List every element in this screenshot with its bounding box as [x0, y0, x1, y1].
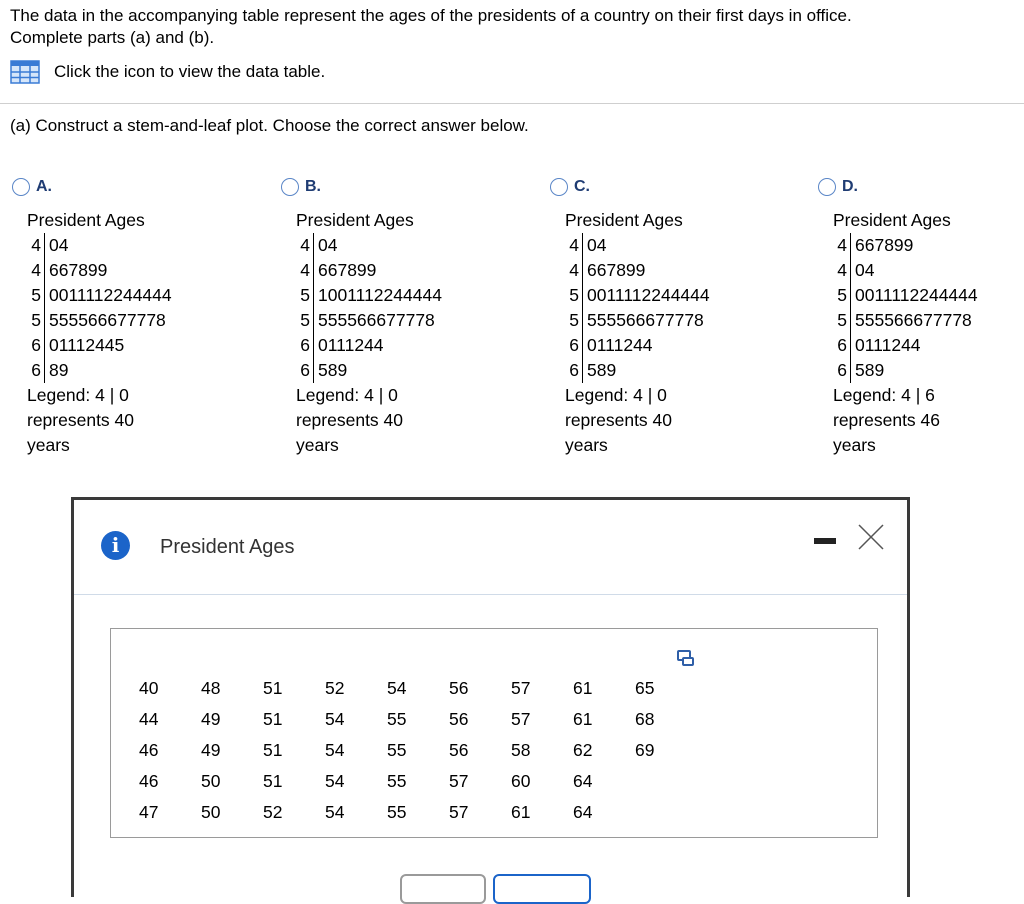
leaf: 1001112244444	[313, 283, 442, 308]
option-a-radio[interactable]	[12, 178, 30, 196]
stem: 5	[300, 310, 310, 330]
stem: 4	[837, 260, 847, 280]
table-cell: 54	[325, 802, 345, 822]
plot-legend: Legend: 4 | 0	[296, 385, 398, 405]
table-cell: 61	[511, 802, 531, 822]
plot-row	[296, 233, 442, 258]
option-d-stem-leaf-plot	[833, 208, 978, 458]
leaf: 0011112244444	[582, 283, 710, 308]
close-icon[interactable]	[856, 522, 886, 552]
dialog-primary-button[interactable]	[493, 874, 591, 904]
plot-row	[565, 308, 710, 333]
leaf: 555566677778	[313, 308, 435, 333]
leaf: 0111244	[313, 333, 384, 358]
info-icon: i	[101, 531, 130, 560]
leaf: 04	[582, 233, 606, 258]
stem: 4	[837, 235, 847, 255]
table-cell: 50	[201, 802, 221, 822]
table-cell: 69	[635, 740, 655, 760]
stem: 6	[31, 360, 41, 380]
plot-legend: represents 40	[27, 410, 135, 430]
table-cell: 64	[573, 771, 593, 791]
option-c	[550, 175, 710, 458]
instruction-line-1: The data in the accompanying table represent the ages of the presidents of a country on their first days in office.	[10, 6, 852, 25]
option-d-letter[interactable]: D.	[842, 178, 858, 195]
data-table-icon[interactable]	[10, 60, 40, 84]
copy-icon[interactable]	[677, 649, 695, 667]
table-row	[139, 797, 697, 828]
table-cell: 52	[325, 678, 345, 698]
option-b-choice[interactable]	[281, 175, 442, 199]
dialog-title: President Ages	[160, 536, 295, 558]
plot-title: President Ages	[296, 210, 414, 230]
option-c-choice[interactable]	[550, 175, 710, 199]
option-d	[818, 175, 978, 458]
table-cell	[635, 766, 697, 797]
minimize-icon[interactable]	[814, 538, 836, 544]
table-cell: 51	[263, 678, 283, 698]
instructions	[10, 5, 852, 49]
leaf: 0111244	[582, 333, 653, 358]
plot-row	[27, 333, 172, 358]
leaf: 667899	[44, 258, 107, 283]
stem: 5	[300, 285, 310, 305]
data-table-dialog	[71, 497, 910, 897]
table-cell: 40	[139, 678, 159, 698]
table-cell: 68	[635, 709, 655, 729]
plot-row	[296, 358, 442, 383]
plot-row	[296, 308, 442, 333]
table-cell: 54	[325, 740, 345, 760]
stem: 4	[300, 235, 310, 255]
table-cell: 56	[449, 709, 469, 729]
table-cell: 55	[387, 740, 407, 760]
table-cell: 56	[449, 678, 469, 698]
table-cell: 65	[635, 678, 655, 698]
plot-legend: years	[296, 435, 339, 455]
option-c-stem-leaf-plot	[565, 208, 710, 458]
option-a	[12, 175, 172, 458]
leaf: 555566677778	[582, 308, 704, 333]
table-cell: 61	[573, 709, 593, 729]
stem: 6	[837, 335, 847, 355]
leaf: 04	[850, 258, 874, 283]
plot-row	[565, 358, 710, 383]
stem: 4	[569, 260, 579, 280]
plot-row	[565, 283, 710, 308]
plot-row	[296, 258, 442, 283]
stem: 5	[837, 285, 847, 305]
leaf: 89	[44, 358, 68, 383]
stem: 4	[31, 260, 41, 280]
option-d-radio[interactable]	[818, 178, 836, 196]
table-cell: 46	[139, 771, 159, 791]
plot-legend: represents 40	[565, 410, 673, 430]
table-cell: 46	[139, 740, 159, 760]
table-cell: 57	[511, 678, 531, 698]
table-cell: 56	[449, 740, 469, 760]
plot-legend: represents 40	[296, 410, 404, 430]
plot-legend: Legend: 4 | 6	[833, 385, 935, 405]
stem: 6	[31, 335, 41, 355]
plot-legend: years	[27, 435, 70, 455]
view-data-table-link[interactable]	[10, 60, 325, 84]
stem: 6	[837, 360, 847, 380]
view-data-table-label[interactable]: Click the icon to view the data table.	[54, 62, 326, 81]
table-cell	[635, 797, 697, 828]
option-b	[281, 175, 442, 458]
plot-row	[565, 258, 710, 283]
plot-row	[27, 358, 172, 383]
option-b-stem-leaf-plot	[296, 208, 442, 458]
plot-row	[296, 283, 442, 308]
plot-row	[27, 308, 172, 333]
option-d-choice[interactable]	[818, 175, 978, 199]
plot-row	[833, 333, 978, 358]
table-cell: 54	[325, 709, 345, 729]
plot-row	[833, 283, 978, 308]
leaf: 667899	[582, 258, 645, 283]
leaf: 01112445	[44, 333, 124, 358]
stem: 6	[300, 360, 310, 380]
table-row	[139, 673, 697, 704]
stem: 4	[300, 260, 310, 280]
stem: 5	[569, 285, 579, 305]
leaf: 0011112244444	[44, 283, 172, 308]
table-cell: 57	[449, 771, 469, 791]
table-cell: 51	[263, 709, 283, 729]
plot-row	[565, 333, 710, 358]
plot-legend: years	[833, 435, 876, 455]
table-cell: 55	[387, 709, 407, 729]
table-cell: 64	[573, 802, 593, 822]
stem: 5	[837, 310, 847, 330]
dialog-header	[74, 500, 907, 595]
table-row	[139, 735, 697, 766]
table-cell: 49	[201, 709, 221, 729]
leaf: 555566677778	[850, 308, 972, 333]
table-cell: 55	[387, 802, 407, 822]
leaf: 667899	[313, 258, 376, 283]
option-a-letter[interactable]: A.	[36, 178, 52, 195]
table-row	[139, 704, 697, 735]
plot-row	[833, 258, 978, 283]
leaf: 04	[44, 233, 68, 258]
stem: 6	[300, 335, 310, 355]
leaf: 667899	[850, 233, 913, 258]
plot-title: President Ages	[27, 210, 145, 230]
leaf: 589	[313, 358, 347, 383]
plot-legend: represents 46	[833, 410, 941, 430]
option-b-letter[interactable]: B.	[305, 178, 321, 195]
table-cell: 62	[573, 740, 593, 760]
stem: 5	[31, 310, 41, 330]
leaf: 589	[850, 358, 884, 383]
stem: 6	[569, 335, 579, 355]
plot-row	[565, 233, 710, 258]
table-cell: 60	[511, 771, 531, 791]
table-cell: 52	[263, 802, 283, 822]
option-c-radio[interactable]	[550, 178, 568, 196]
plot-row	[833, 358, 978, 383]
table-cell: 54	[387, 678, 407, 698]
president-ages-table	[139, 673, 697, 828]
table-cell: 48	[201, 678, 221, 698]
data-table-container	[110, 628, 878, 838]
table-cell: 51	[263, 771, 283, 791]
stem: 5	[31, 285, 41, 305]
section-divider	[0, 103, 1024, 104]
plot-legend: years	[565, 435, 608, 455]
table-cell: 47	[139, 802, 159, 822]
table-cell: 61	[573, 678, 593, 698]
stem: 6	[569, 360, 579, 380]
table-cell: 57	[511, 709, 531, 729]
option-c-letter[interactable]: C.	[574, 178, 590, 195]
leaf: 0011112244444	[850, 283, 978, 308]
plot-row	[27, 283, 172, 308]
plot-row	[27, 233, 172, 258]
plot-legend: Legend: 4 | 0	[565, 385, 667, 405]
option-a-choice[interactable]	[12, 175, 172, 199]
table-cell: 55	[387, 771, 407, 791]
stem: 4	[569, 235, 579, 255]
table-cell: 44	[139, 709, 159, 729]
dialog-secondary-button[interactable]	[400, 874, 486, 904]
table-cell: 57	[449, 802, 469, 822]
leaf: 0111244	[850, 333, 921, 358]
stem: 5	[569, 310, 579, 330]
table-cell: 50	[201, 771, 221, 791]
plot-title: President Ages	[833, 210, 951, 230]
leaf: 589	[582, 358, 616, 383]
table-row	[139, 766, 697, 797]
plot-row	[833, 308, 978, 333]
leaf: 555566677778	[44, 308, 166, 333]
plot-row	[296, 333, 442, 358]
table-cell: 49	[201, 740, 221, 760]
plot-row	[833, 233, 978, 258]
leaf: 04	[313, 233, 337, 258]
table-cell: 58	[511, 740, 531, 760]
plot-row	[27, 258, 172, 283]
table-cell: 51	[263, 740, 283, 760]
stem: 4	[31, 235, 41, 255]
option-a-stem-leaf-plot	[27, 208, 172, 458]
plot-title: President Ages	[565, 210, 683, 230]
table-cell: 54	[325, 771, 345, 791]
plot-legend: Legend: 4 | 0	[27, 385, 129, 405]
option-b-radio[interactable]	[281, 178, 299, 196]
instruction-line-2: Complete parts (a) and (b).	[10, 28, 215, 47]
question-prompt: (a) Construct a stem-and-leaf plot. Choose the correct answer below.	[10, 116, 529, 135]
